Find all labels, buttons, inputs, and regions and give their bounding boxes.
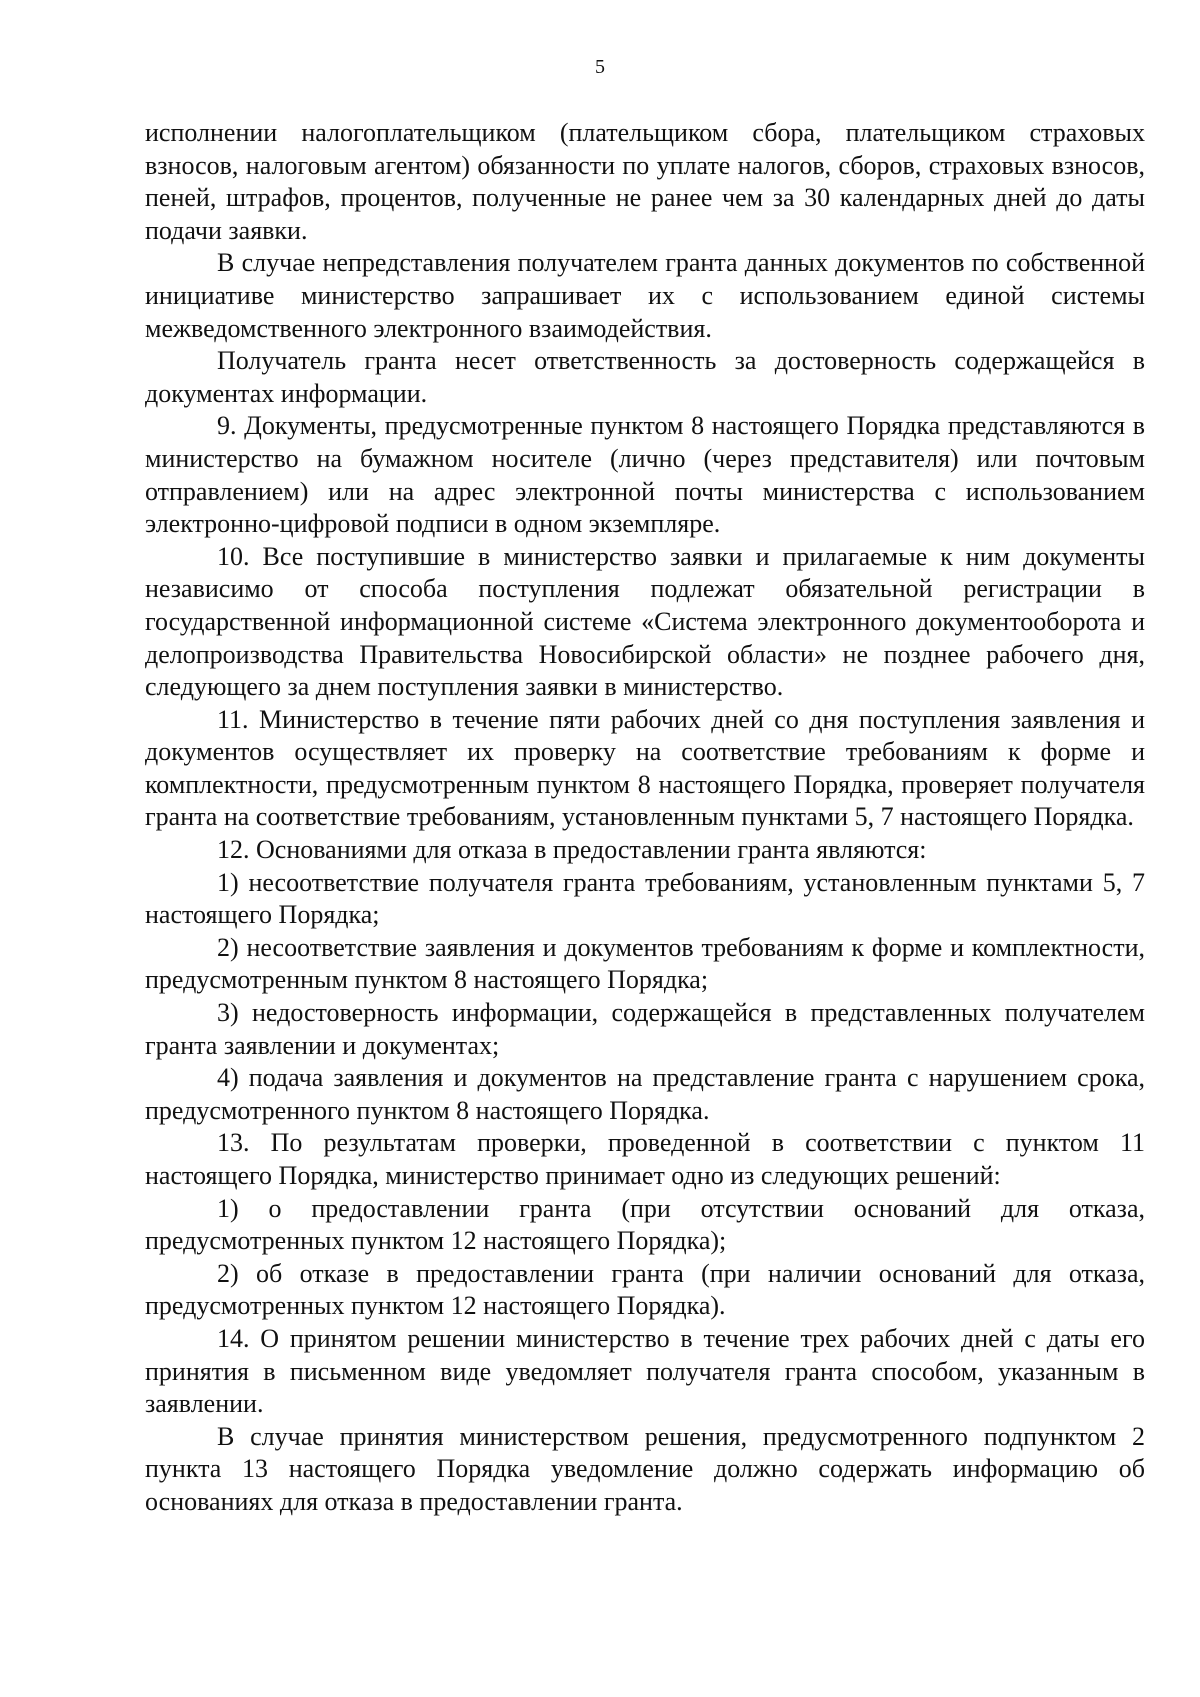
paragraph-item-12-sub-3: 3) недостоверность информации, содержащейся в представленных получателем гранта заявлении и документах; (145, 998, 1145, 1060)
paragraph-item-10: 10. Все поступившие в министерство заявки и прилагаемые к ним документы независимо от способа поступления подлежат обязательной регистрации в государственной информационной системе «Система электронного документооборота и делопроизводства Правительства Новосибирской области» не позднее рабочего дня, следующего за днем поступления заявки в министерство. (145, 541, 1145, 702)
paragraph-item-12-sub-2: 2) несоответствие заявления и документов требованиям к форме и комплектности, предусмотренным пунктом 8 настоящего Порядка; (145, 932, 1145, 995)
paragraph-item-13-sub-2: 2) об отказе в предоставлении гранта (при наличии оснований для отказа, предусмотренных пунктом 12 настоящего Порядка). (145, 1258, 1145, 1321)
paragraph-item-12-sub-4: 4) подача заявления и документов на представление гранта с нарушением срока, предусмотренного пунктом 8 настоящего Порядка. (145, 1063, 1145, 1125)
paragraph-item-12: 12. Основаниями для отказа в предоставлении гранта являются: (217, 835, 927, 865)
paragraph-documents-request: В случае непредставления получателем гранта данных документов по собственной инициативе министерство запрашивает их с использованием единой системы межведомственного электронного взаимодействия. (145, 248, 1145, 343)
paragraph-item-13-sub-1: 1) о предоставлении гранта (при отсутствии оснований для отказа, предусмотренных пунктом 12 настоящего Порядка); (145, 1193, 1145, 1256)
page-number: 5 (595, 56, 605, 78)
paragraph-continuation: исполнении налогоплательщиком (плательщиком сбора, плательщиком страховых взносов, налоговым агентом) обязанности по уплате налогов, сборов, страховых взносов, пеней, штрафов, процентов, полученные не ранее чем за 30 календарных дней до даты подачи заявки. (145, 118, 1145, 245)
paragraph-item-14-refusal-notice: В случае принятия министерством решения, предусмотренного подпунктом 2 пункта 13 настоящего Порядка уведомление должно содержать информацию об основаниях для отказа в предоставлении гранта. (145, 1421, 1145, 1516)
document-body (145, 117, 1145, 1519)
paragraph-item-14: 14. О принятом решении министерство в течение трех рабочих дней с даты его принятия в письменном виде уведомляет получателя гранта способом, указанным в заявлении. (145, 1323, 1145, 1419)
paragraph-responsibility: Получатель гранта несет ответственность за достоверность содержащейся в документах информации. (145, 346, 1145, 408)
paragraph-item-11: 11. Министерство в течение пяти рабочих дней со дня поступления заявления и документов осуществляет их проверку на соответствие требованиям к форме и комплектности, предусмотренным пунктом 8 настоящего Порядка, проверяет получателя гранта на соответствие требованиям, установленным пунктами 5, 7 настоящего Порядка. (145, 704, 1145, 832)
paragraph-item-13: 13. По результатам проверки, проведенной в соответствии с пунктом 11 настоящего Порядка, министерство принимает одно из следующих решений: (145, 1128, 1145, 1190)
paragraph-item-9: 9. Документы, предусмотренные пунктом 8 настоящего Порядка представляются в министерство на бумажном носителе (лично (через представителя) или почтовым отправлением) или на адрес электронной почты министерства с использованием электронно-цифровой подписи в одном экземпляре. (145, 411, 1145, 539)
paragraph-item-12-sub-1: 1) несоответствие получателя гранта требованиям, установленным пунктами 5, 7 настоящего Порядка; (145, 867, 1145, 930)
